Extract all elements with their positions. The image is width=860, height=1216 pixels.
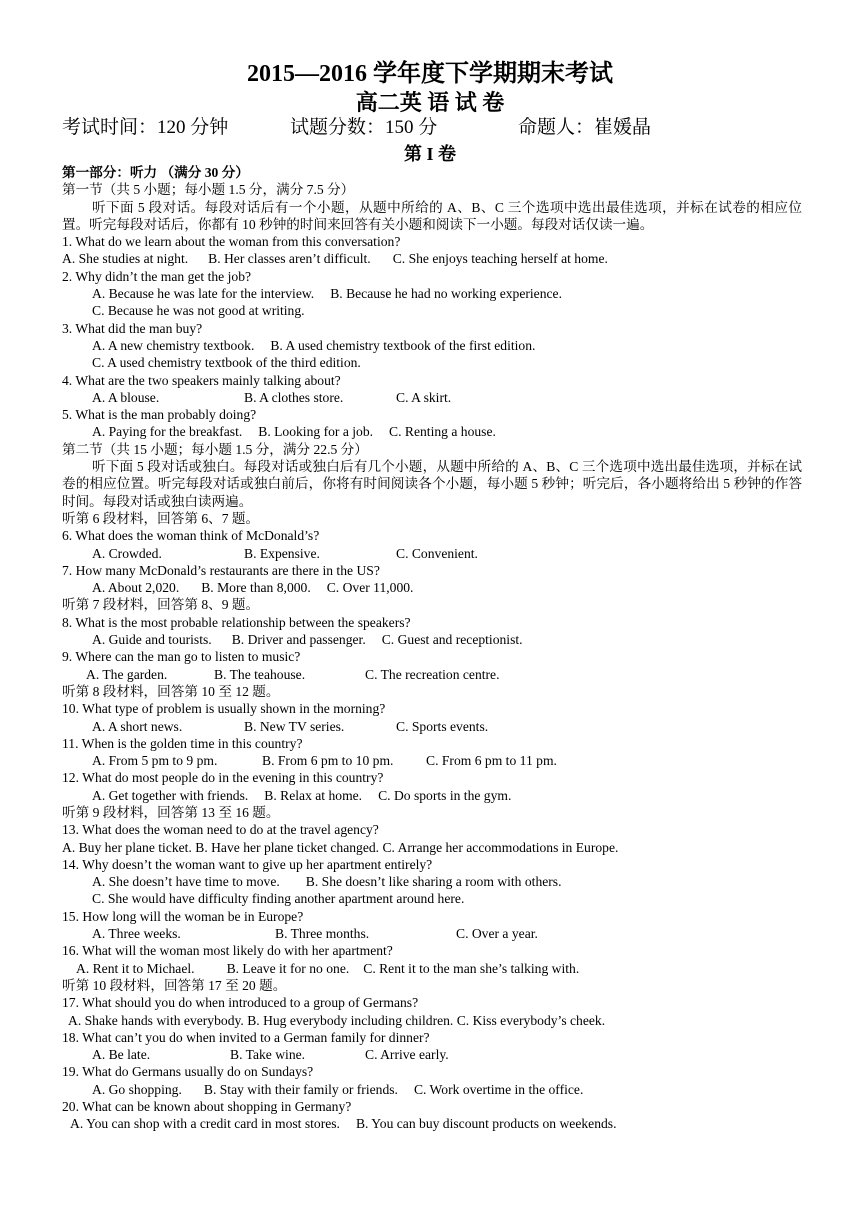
option-5a: A. Paying for the breakfast. xyxy=(92,424,243,440)
option-11c: C. From 6 pm to 11 pm. xyxy=(426,753,557,769)
exam-author: 命题人：崔媛晶 xyxy=(518,117,652,138)
options-20 xyxy=(62,1115,802,1132)
options-14ab xyxy=(62,873,802,890)
option-12b: B. Relax at home. xyxy=(264,787,363,803)
question-2: 2. Why didn’t the man get the job? xyxy=(62,268,252,284)
options-6 xyxy=(62,545,802,562)
question-7: 7. How many McDonald’s restaurants are there in the US? xyxy=(62,562,380,578)
material-6: 听第 6 段材料，回答第 6、7 题。 xyxy=(62,510,260,526)
options-4 xyxy=(62,389,802,406)
question-3: 3. What did the man buy? xyxy=(62,320,203,336)
part1-heading: 第一部分：听力 （满分 30 分） xyxy=(62,165,249,180)
option-18a: A. Be late. xyxy=(92,1047,151,1063)
exam-title: 2015—2016 学年度下学期期末考试 xyxy=(247,61,613,87)
options-18 xyxy=(62,1046,802,1063)
options-7 xyxy=(62,579,802,596)
option-4a: A. A blouse. xyxy=(92,389,160,405)
options-5 xyxy=(62,423,802,440)
material-7: 听第 7 段材料，回答第 8、9 题。 xyxy=(62,597,260,613)
option-8b: B. Driver and passenger. xyxy=(231,632,366,648)
section1-instructions: 听下面 5 段对话。每段对话后有一个小题，从题中所给的 A、B、C 三个选项中选出最佳选项，并标在试卷的相应位置。听完每段对话后，你都有 10 秒钟的时间来回答有关小题和阅读下一小题。每段对话仅读一遍。 xyxy=(62,199,802,232)
option-7c: C. Over 11,000. xyxy=(326,580,414,596)
options-2ab xyxy=(62,285,802,302)
option-14c: C. She would have difficulty finding another apartment around here. xyxy=(92,891,465,907)
option-8a: A. Guide and tourists. xyxy=(92,632,212,648)
options-19 xyxy=(62,1081,802,1098)
question-9: 9. Where can the man go to listen to music? xyxy=(62,649,301,665)
option-12a: A. Get together with friends. xyxy=(92,787,249,803)
option-2a: A. Because he was late for the interview. xyxy=(92,286,315,302)
option-1a: A. She studies at night. xyxy=(62,251,189,267)
section2-heading: 第二节（共 15 小题；每小题 1.5 分，满分 22.5 分） xyxy=(62,441,368,457)
option-20b: B. You can buy discount products on weekends. xyxy=(355,1116,617,1132)
question-6: 6. What does the woman think of McDonald’s? xyxy=(62,528,320,544)
question-11: 11. When is the golden time in this country? xyxy=(62,735,303,751)
option-2b: B. Because he had no working experience. xyxy=(330,286,562,302)
question-1: 1. What do we learn about the woman from this conversation? xyxy=(62,234,401,250)
option-10a: A. A short news. xyxy=(92,718,183,734)
options-16 xyxy=(62,960,802,977)
section2-instructions: 听下面 5 段对话或独白。每段对话或独白后有几个小题，从题中所给的 A、B、C 三个选项中选出最佳选项，并标在试卷的相应位置。听完每段对话或独白前后，你将有时间阅读各个小题，每小题 5 秒钟；听完后，各小题将给出 5 秒钟的作答时间。每段对话或独白读两遍。 xyxy=(62,459,802,509)
option-16c: C. Rent it to the man she’s talking with. xyxy=(363,960,580,976)
option-10c: C. Sports events. xyxy=(396,718,489,734)
question-18: 18. What can’t you do when invited to a German family for dinner? xyxy=(62,1029,430,1045)
option-3b: B. A used chemistry textbook of the first edition. xyxy=(270,337,536,353)
option-7b: B. More than 8,000. xyxy=(201,580,311,596)
option-15b: B. Three months. xyxy=(275,926,370,942)
material-9: 听第 9 段材料，回答第 13 至 16 题。 xyxy=(62,804,280,820)
option-3c: C. A used chemistry textbook of the third edition. xyxy=(92,355,361,371)
option-11a: A. From 5 pm to 9 pm. xyxy=(92,753,218,769)
option-16a: A. Rent it to Michael. xyxy=(76,960,195,976)
question-5: 5. What is the man probably doing? xyxy=(62,407,257,423)
question-10: 10. What type of problem is usually shown in the morning? xyxy=(62,701,386,717)
option-4b: B. A clothes store. xyxy=(244,389,344,405)
question-19: 19. What do Germans usually do on Sundays? xyxy=(62,1064,314,1080)
question-15: 15. How long will the woman be in Europe? xyxy=(62,908,304,924)
option-12c: C. Do sports in the gym. xyxy=(378,787,512,803)
option-14a: A. She doesn’t have time to move. xyxy=(92,874,280,890)
options-15 xyxy=(62,925,802,942)
question-20: 20. What can be known about shopping in Germany? xyxy=(62,1099,352,1115)
option-14b: B. She doesn’t like sharing a room with others. xyxy=(305,874,562,890)
question-4: 4. What are the two speakers mainly talking about? xyxy=(62,372,341,388)
options-12 xyxy=(62,787,802,804)
option-15a: A. Three weeks. xyxy=(92,926,181,942)
option-15c: C. Over a year. xyxy=(456,926,538,942)
option-6c: C. Convenient. xyxy=(396,545,478,561)
section1-heading: 第一节（共 5 小题；每小题 1.5 分，满分 7.5 分） xyxy=(62,182,355,198)
option-19c: C. Work overtime in the office. xyxy=(413,1081,584,1097)
option-9c: C. The recreation centre. xyxy=(365,666,500,682)
options-17: A. Shake hands with everybody. B. Hug everybody including children. C. Kiss everybody’s cheek. xyxy=(68,1012,606,1028)
exam-subtitle: 高二英 语 试 卷 xyxy=(355,90,505,115)
question-13: 13. What does the woman need to do at the travel agency? xyxy=(62,822,379,838)
options-1 xyxy=(62,250,802,267)
option-18c: C. Arrive early. xyxy=(365,1047,449,1063)
option-5c: C. Renting a house. xyxy=(389,424,496,440)
question-16: 16. What will the woman most likely do with her apartment? xyxy=(62,943,393,959)
options-10 xyxy=(62,718,802,735)
option-5b: B. Looking for a job. xyxy=(258,424,374,440)
option-11b: B. From 6 pm to 10 pm. xyxy=(262,753,394,769)
question-14: 14. Why doesn’t the woman want to give up her apartment entirely? xyxy=(62,856,433,872)
option-19b: B. Stay with their family or friends. xyxy=(203,1081,398,1097)
option-7a: A. About 2,020. xyxy=(92,580,180,596)
options-8 xyxy=(62,631,802,648)
option-1c: C. She enjoys teaching herself at home. xyxy=(392,251,608,267)
option-3a: A. A new chemistry textbook. xyxy=(92,337,255,353)
exam-time: 考试时间：120 分钟 xyxy=(62,117,229,138)
options-9 xyxy=(62,666,802,683)
exam-body xyxy=(62,164,802,1133)
option-19a: A. Go shopping. xyxy=(92,1081,182,1097)
question-17: 17. What should you do when introduced to a group of Germans? xyxy=(62,995,419,1011)
option-9b: B. The teahouse. xyxy=(214,666,306,682)
question-8: 8. What is the most probable relationship between the speakers? xyxy=(62,614,411,630)
option-8c: C. Guest and receptionist. xyxy=(381,632,523,648)
option-6b: B. Expensive. xyxy=(244,545,320,561)
option-16b: B. Leave it for no one. xyxy=(226,960,350,976)
option-6a: A. Crowded. xyxy=(92,545,162,561)
option-10b: B. New TV series. xyxy=(244,718,345,734)
question-12: 12. What do most people do in the evening in this country? xyxy=(62,770,384,786)
option-4c: C. A skirt. xyxy=(396,389,452,405)
option-20a: A. You can shop with a credit card in most stores. xyxy=(70,1116,340,1132)
option-9a: A. The garden. xyxy=(86,666,168,682)
exam-score: 试题分数：150 分 xyxy=(290,117,438,138)
volume-heading: 第 I 卷 xyxy=(403,144,456,164)
option-2c: C. Because he was not good at writing. xyxy=(92,303,305,319)
options-13: A. Buy her plane ticket. B. Have her plane ticket changed. C. Arrange her accommodations in Europe. xyxy=(62,839,619,855)
material-10: 听第 10 段材料，回答第 17 至 20 题。 xyxy=(62,977,287,993)
material-8: 听第 8 段材料，回答第 10 至 12 题。 xyxy=(62,683,280,699)
options-11 xyxy=(62,752,802,769)
options-3ab xyxy=(62,337,802,354)
option-18b: B. Take wine. xyxy=(230,1047,306,1063)
option-1b: B. Her classes aren’t difficult. xyxy=(208,251,371,267)
